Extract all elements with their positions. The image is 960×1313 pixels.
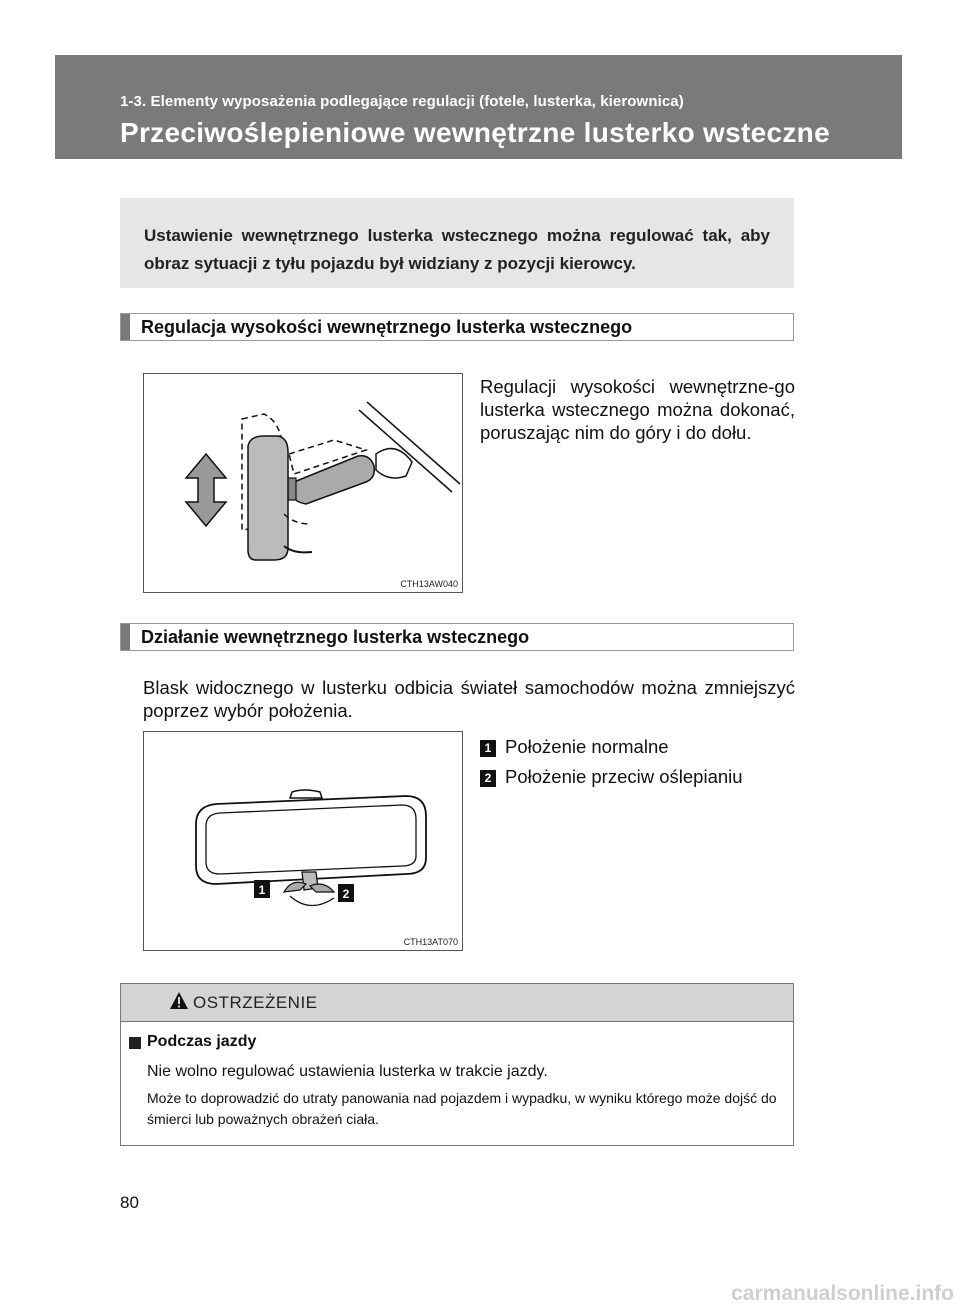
figure-mirror-operation	[143, 731, 463, 951]
section-bar	[121, 314, 130, 340]
page-number: 80	[120, 1193, 139, 1212]
section-body: Blask widocznego w lusterku odbicia świateł samochodów można zmniejszyć poprzez wybór położenia.	[143, 677, 795, 721]
item-label: Położenie przeciw oślepianiu	[505, 766, 743, 787]
svg-text:1: 1	[258, 883, 266, 897]
page-title: Przeciwoślepieniowe wewnętrzne lusterko wsteczne	[120, 117, 830, 148]
section-body: Regulacji wysokości wewnętrzne-go lusterka wstecznego można dokonać, poruszając nim do góry i do dołu.	[480, 376, 795, 443]
warning-icon	[169, 991, 189, 1011]
list-item	[480, 766, 743, 788]
list-item	[480, 736, 669, 758]
warning-text-detail: Może to doprowadzić do utraty panowania nad pojazdem i wypadku, w wyniku którego może dojść do śmierci lub poważnych obrażeń ciała.	[147, 1090, 777, 1127]
warning-subheading: Podczas jazdy	[147, 1033, 257, 1050]
section-bar	[121, 624, 130, 650]
watermark: carmanualsonline.info	[731, 1282, 954, 1305]
figure-height-adjust	[143, 373, 463, 593]
item-number-badge: 2	[480, 770, 496, 787]
svg-text:2: 2	[342, 887, 350, 901]
chapter-subtitle: 1-3. Elementy wyposażenia podlegające regulacji (fotele, lusterka, kierownica)	[120, 93, 684, 110]
figure-code: CTH13AW040	[400, 579, 458, 589]
section-title: Działanie wewnętrznego lusterka wstecznego	[141, 627, 530, 647]
mirror-height-illustration	[144, 374, 462, 592]
bullet-square-icon	[129, 1037, 141, 1049]
item-number-badge: 1	[480, 740, 496, 757]
warning-title: OSTRZEŻENIE	[193, 993, 318, 1012]
section-title: Regulacja wysokości wewnętrznego lusterka wstecznego	[141, 317, 633, 337]
warning-text: Nie wolno regulować ustawienia lusterka w trakcie jazdy.	[147, 1063, 548, 1080]
intro-box: Ustawienie wewnętrznego lusterka wstecznego można regulować tak, aby obraz sytuacji z tyłu pojazdu był widziany z pozycji kierowcy.	[120, 198, 794, 288]
section-heading-height	[120, 313, 794, 341]
item-label: Położenie normalne	[505, 736, 669, 757]
warning-box	[120, 983, 794, 1146]
warning-header	[121, 984, 793, 1022]
section-heading-operation	[120, 623, 794, 651]
mirror-lever-illustration	[144, 732, 462, 950]
page-header	[55, 55, 902, 159]
figure-code: CTH13AT070	[403, 937, 458, 947]
